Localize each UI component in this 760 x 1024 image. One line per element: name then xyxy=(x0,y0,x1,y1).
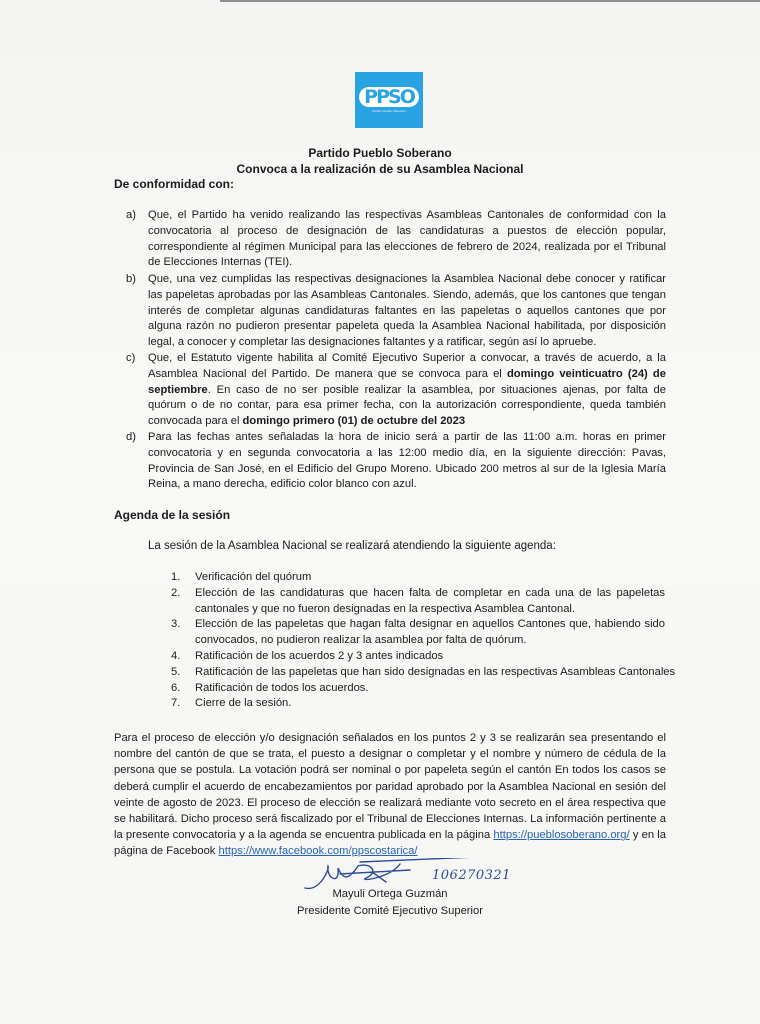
item-marker: 4. xyxy=(171,649,181,662)
document-title: Partido Pueblo Soberano xyxy=(308,146,452,160)
item-text: Elección de las candidaturas que hacen falta de completar en cada una de las papeletas cantonales y que no fueron designadas en la respectiva Asamblea Cantonal. xyxy=(195,586,665,615)
agenda-item xyxy=(171,696,665,712)
text-segment: Para el proceso de elección y/o designación señalados en los puntos 2 y 3 se realizarán sea presentando el nombre del cantón de que se trata, el puesto a designar o completar y el nombre y número de cédula de la persona que se postula. La votación podrá ser nominal o por papeleta según el cantón En todos los casos se deberá cumplir el acuerdo de encabezamientos por paridad aprobado por la Asamblea Nacional en sesión del veinte de agosto de 2023. El proceso de elección se realizará mediante voto secreto en el área respectiva que se habilitará. Dicho proceso será fiscalizado por el Tribunal de Elecciones Internas. La información pertinente a la presente convocatoria y a la agenda se encuentra publicada en la página xyxy=(114,732,666,842)
agenda-item xyxy=(171,617,665,649)
agenda-item xyxy=(171,665,676,681)
item-text: Cierre de la sesión. xyxy=(195,697,292,710)
consideration-b xyxy=(126,272,666,351)
signatory-role: Presidente Comité Ejecutivo Superior xyxy=(297,905,483,917)
signatory-name: Mayuli Ortega Guzmán xyxy=(332,888,448,900)
closing-paragraph xyxy=(114,730,666,860)
agenda-intro: La sesión de la Asamblea Nacional se realizará atendiendo la siguiente agenda: xyxy=(148,540,556,552)
item-marker: d) xyxy=(126,431,136,443)
item-text: Ratificación de todos los acuerdos. xyxy=(195,681,369,694)
item-text: Ratificación de los acuerdos 2 y 3 antes indicados xyxy=(195,649,444,662)
handwritten-id-number: 106270321 xyxy=(432,868,511,883)
logo-subtitle: Partido Pueblo Soberano xyxy=(372,109,406,113)
item-marker: 3. xyxy=(171,618,181,631)
item-text: Para las fechas antes señaladas la hora de inicio será a partir de las 11:00 a.m. horas en primer convocatoria y en segunda convocatoria a las 12:00 medio día, en la siguiente dirección: Pavas, Provincia de San José, en el Edificio del Grupo Moreno. Ubicado 200 metros al sur de la Iglesia María Reina, a mano derecha, edificio color blanco con azul. xyxy=(148,431,666,491)
item-marker: 5. xyxy=(171,665,181,678)
party-logo xyxy=(355,72,423,128)
item-text: Ratificación de las papeletas que han sido designadas en las respectivas Asambleas Cantonales xyxy=(195,665,676,678)
agenda-item xyxy=(171,586,665,618)
agenda-item xyxy=(171,570,665,586)
item-marker: 2. xyxy=(171,586,181,599)
consideration-c xyxy=(126,351,666,430)
item-marker: 1. xyxy=(171,571,181,583)
second-date: domingo primero (01) de octubre del 2023 xyxy=(242,415,466,428)
facebook-link[interactable]: https://www.facebook.com/ppscostarica/ xyxy=(218,845,418,858)
website-link[interactable]: https://pueblosoberano.org/ xyxy=(493,829,630,842)
item-text xyxy=(148,351,666,430)
scan-edge xyxy=(220,0,760,2)
first-date: domingo veinticuatro (24) de septiembre xyxy=(148,367,666,396)
agenda-heading: Agenda de la sesión xyxy=(114,508,231,522)
item-text: Que, el Partido ha venido realizando las respectivas Asambleas Cantonales de conformidad con la convocatoria al proceso de designación de las candidaturas a puestos de elección popular, correspondiente al régimen Municipal para las elecciones de febrero de 2024, realizada por el Tribunal de Elecciones Internas (TEI). xyxy=(148,209,666,269)
item-text: Verificación del quórum xyxy=(195,571,312,583)
text-segment: Que, el Estatuto vigente habilita al Comité Ejecutivo Superior a convocar, a través de acuerdo, a la Asamblea Nacional del Partido. De manera que se convoca para el xyxy=(148,352,666,380)
agenda-list xyxy=(171,570,676,712)
logo-text: PPSO xyxy=(359,87,419,107)
item-text: Elección de las papeletas que hagan falta designar en aquellos Cantones que, habiendo sido convocados, no pudieron realizar la asamblea por falta de quórum. xyxy=(195,618,665,647)
text-segment: y en la página de Facebook xyxy=(114,829,666,858)
item-marker: a) xyxy=(126,209,136,221)
item-text: Que, una vez cumplidas las respectivas designaciones la Asamblea Nacional debe conocer y ratificar las papeletas aprobadas por las Asambleas Cantonales. Siendo, además, que los cantones que tengan interés de completar algunas candidaturas faltantes en las papeletas o aquellos cantones que por alguna razón no pudieron presentar papeleta queda la Asamblea Nacional habilitada, por disposición legal, a conocer y completar las designaciones faltantes y a ratificar, según así lo apruebe. xyxy=(148,273,666,349)
agenda-item xyxy=(171,681,665,697)
item-marker: b) xyxy=(126,273,136,285)
consideration-d xyxy=(126,430,666,493)
document-subtitle: Convoca a la realización de su Asamblea Nacional xyxy=(236,162,524,176)
item-marker: 6. xyxy=(171,681,181,694)
agenda-item xyxy=(171,649,665,665)
consideration-a xyxy=(126,208,666,271)
text-segment: . En caso de no ser posible realizar la asamblea, por situaciones ajenas, por falta de quórum o de no contar, para esa primer fecha, con la autorización correspondiente, queda también convocada para el xyxy=(148,383,666,428)
lead-heading: De conformidad con: xyxy=(114,177,235,191)
item-marker: c) xyxy=(126,352,136,364)
item-marker: 7. xyxy=(171,697,181,710)
